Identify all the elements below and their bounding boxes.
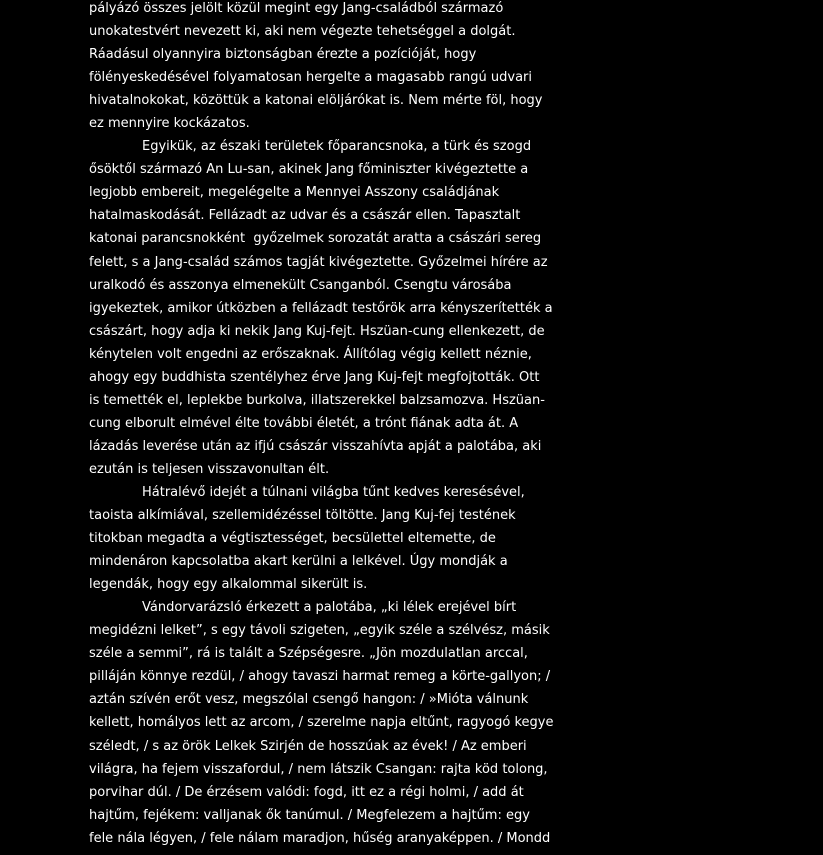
text-line: ősöktől származó An Lu-san, akinek Jang főminiszter kivégeztette a [89, 162, 529, 178]
paragraph-first-line: Egyikük, az északi területek főparancsnoka, a türk és szogd [142, 139, 532, 155]
text-line: lázadás leverése után az ifjú császár visszahívta apját a palotába, aki [89, 438, 542, 454]
text-line: hajtűm, fejékem: valljanak ők tanúmul. / Megfelezem a hajtűm: egy [89, 807, 530, 823]
text-line: ezután is teljesen visszavonultan élt. [89, 461, 330, 477]
paragraph-first-line: Hátralévő idejét a túlnani világba tűnt kedves keresésével, [142, 484, 525, 500]
text-line: igyekeztek, amikor útközben a fellázadt testőrök arra kényszerítették a [89, 300, 553, 316]
text-line: porvihar dúl. / De érzésem valódi: fogd, itt ez a régi holmi, / add át [89, 784, 524, 800]
text-line: mindenáron kapcsolatba akart kerülni a lelkével. Úgy mondják a [89, 554, 508, 570]
text-line: aztán szívén erőt vesz, megszólal csengő hangon: / »Mióta válnunk [89, 692, 529, 708]
text-line: uralkodó és asszonya elmenekült Csanganból. Csengtu városába [89, 277, 512, 293]
text-line: kénytelen volt engedni az erőszaknak. Állítólag végig kellett néznie, [89, 346, 532, 362]
text-line: legjobb embereit, megelégelte a Mennyei Asszony családjának [89, 185, 500, 201]
text-line: taoista alkímiával, szellemidézéssel töltötte. Jang Kuj-fej testének [89, 508, 516, 524]
text-line: ez mennyire kockázatos. [89, 116, 250, 132]
text-line: unokatestvért nevezett ki, aki nem végezte tehetséggel a dolgát. [89, 24, 516, 40]
paragraph-first-line: Vándorvarázsló érkezett a palotába, „ki lélek erejével bírt [142, 600, 517, 616]
text-line: cung elborult elmével élte további életét, a trónt fiának adta át. A [89, 415, 519, 431]
text-line: Ráadásul olyannyira biztonságban érezte a pozícióját, hogy [89, 47, 477, 63]
text-line: világra, ha fejem visszafordul, / nem látszik Csangan: rajta köd tolong, [89, 761, 548, 777]
text-line: katonai parancsnokként győzelmek sorozatát aratta a császári sereg [89, 231, 542, 247]
text-line: ahogy egy buddhista szentélyhez érve Jang Kuj-fejt megfojtották. Ott [89, 369, 540, 385]
text-line: megidézni lelket”, s egy távoli szigeten, „egyik széle a szélvész, másik [89, 623, 550, 639]
text-line: pilláján könnye rezdül, / ahogy tavaszi harmat remeg a körte-gallyon; / [89, 669, 551, 685]
text-line: titokban megadta a végtisztességet, becsülettel eltemette, de [89, 531, 496, 547]
text-line: kellett, homályos lett az arcom, / szerelme napja eltűnt, ragyogó kegye [89, 715, 554, 731]
text-line: császárt, hogy adja ki nekik Jang Kuj-fejt. Hszüan-cung ellenkezett, de [89, 323, 545, 339]
text-line: fölényeskedésével folyamatosan hergelte a magasabb rangú udvari [89, 70, 533, 86]
body-text [89, 0, 559, 850]
text-line: pályázó összes jelölt közül megint egy Jang-családból származó [89, 1, 504, 16]
text-line: is temették el, leplekbe burkolva, illatszerekkel balzsamozva. Hszüan- [89, 392, 545, 408]
text-line: hatalmaskodását. Fellázadt az udvar és a császár ellen. Tapasztalt [89, 208, 521, 224]
text-line: széledt, / s az örök Lelkek Szirjén de hosszúak az évek! / Az emberi [89, 738, 527, 754]
text-line: felett, s a Jang-család számos tagját kivégeztette. Győzelmei hírére az [89, 254, 548, 270]
text-line: fele nála légyen, / fele nálam maradjon, hűség aranyaképpen. / Mondd [89, 830, 551, 846]
text-line: legendák, hogy egy alkalommal sikerült is. [89, 577, 368, 593]
text-line: hivatalnokokat, közöttük a katonai elöljárókat is. Nem mérte föl, hogy [89, 93, 543, 109]
text-line: széle a semmi”, rá is talált a Szépségesre. „Jön mozdulatlan arccal, [89, 646, 528, 662]
